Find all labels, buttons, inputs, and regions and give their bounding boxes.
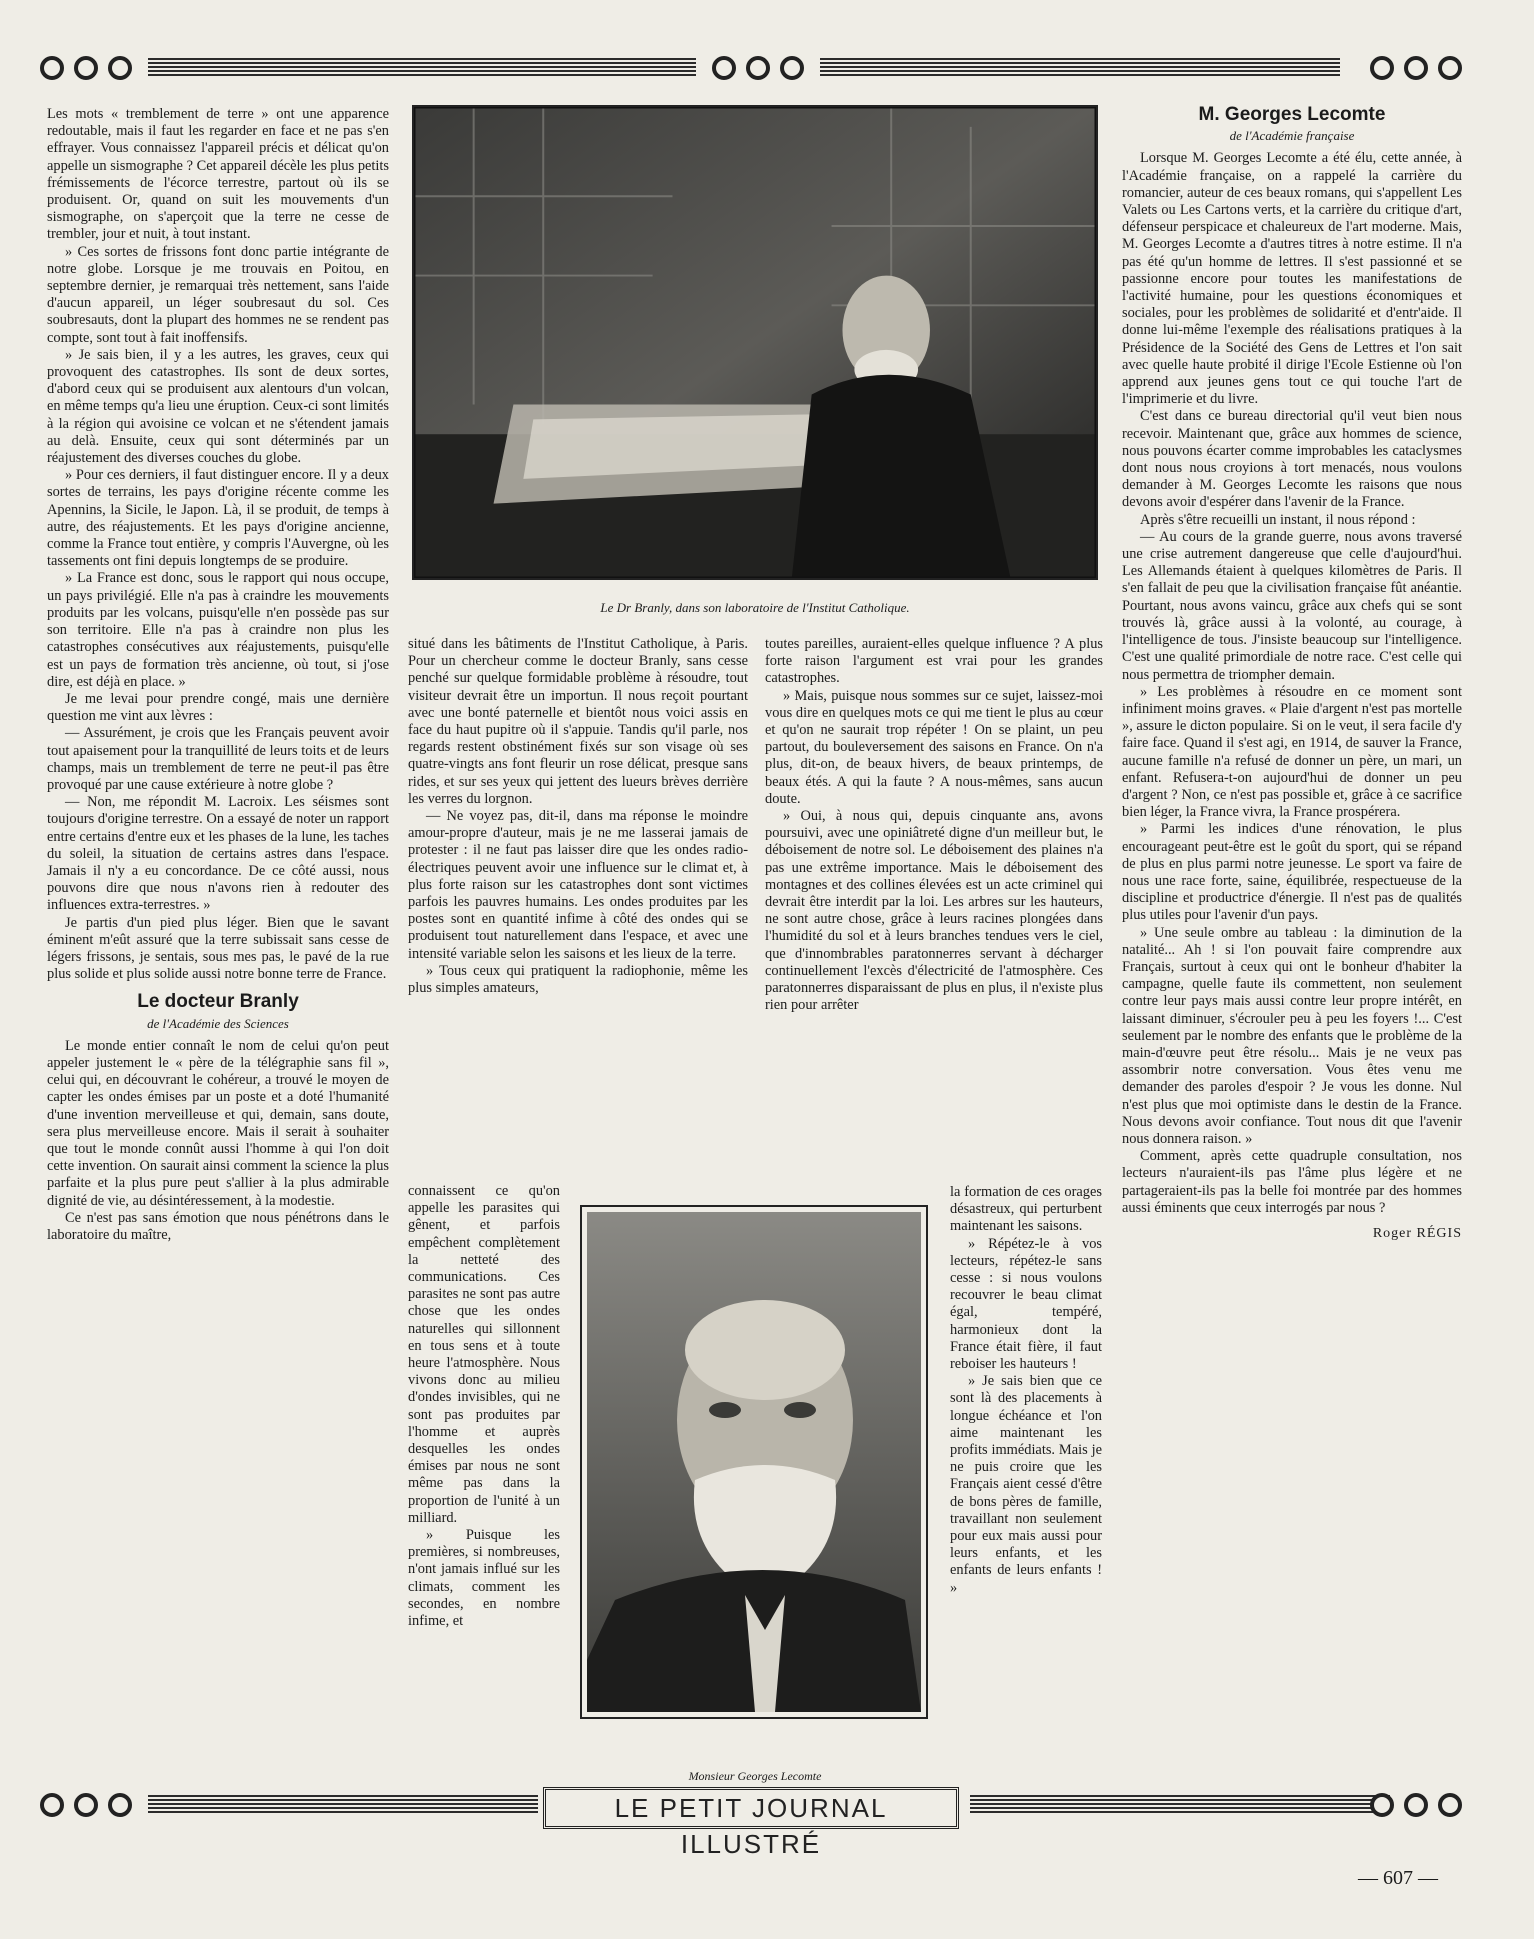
article-paragraph: » Puisque les premières, si nombreuses, n'ont jamais influé sur les climats, comment les secondes, en nombre infime, et [408,1527,560,1630]
article-paragraph: » Parmi les indices d'une rénovation, le plus encourageant peut-être est le goût du sport, qui se répand de plus en plus parmi notre jeunesse. Le sport va faire de nous une race forte, saine, équilibrée, respectueuse de la discipline et productrice d'énergie. Il n'est pas de qualités plus utiles pour l'avenir d'un pays. [1122,821,1462,924]
column-3 [765,636,1103,1014]
header-ornament [40,50,1460,90]
article-paragraph: » Je sais bien, il y a les autres, les graves, ceux qui provoquent des catastrophes. Ils sont de deux sortes, d'abord ceux qui se produisent aux alentours d'un volcan, en même temps qu'a lieu une éruption. Ceux-ci sont limités à la région qui avoisine ce volcan et ne s'étendent jamais au delà. Ensuite, ceux qui sont déterminés par un réajustement des diverses couches du globe. [47,346,389,467]
column-2 [408,636,748,997]
article-paragraph: toutes pareilles, auraient-elles quelque influence ? A plus forte raison l'argument est vrai pour les grandes catastrophes. [765,636,1103,687]
branly-section-subtitle: de l'Académie des Sciences [147,1015,289,1031]
column-2-narrow [408,1183,560,1630]
branly-section-title: Le docteur Branly [137,991,299,1013]
article-paragraph: Lorsque M. Georges Lecomte a été élu, cette année, à l'Académie française, on a rappelé la carrière du romancier, auteur de ces beaux romans, qui s'appellent Les Valets ou Les Cartons verts, et la carrière du critique d'art, défenseur perspicace et chaleureux de l'art moderne. Mais, M. Georges Lecomte a d'autres titres à notre estime. Il n'a pas été qu'un homme de lettres. Il s'est passionné et se passionne encore pour toutes les manifestations de l'activité humaine, pour les questions économiques et sociales, pour les problèmes de solidarité et d'entr'aide. Il donne lui-même l'exemple des réalisations pratiques à la Présidence de la Société des Gens de Lettres et l'on sait avec quelle haute probité il dirige l'Ecole Estienne où l'on apprend aux jeunes gens tout ce qui touche l'art de l'imprimerie et du livre. [1122,150,1462,408]
lecomte-section-title: M. Georges Lecomte [1198,104,1386,125]
lecomte-section-subtitle: de l'Académie française [1229,128,1355,144]
lecomte-photo [575,1200,933,1756]
article-paragraph: Les mots « tremblement de terre » ont une apparence redoutable, mais il faut les regarder en face et ne pas s'en effrayer. Vous connaissez l'appareil précis et délicat qu'on appelle un sismographe ? Cet appareil décèle les plus petits frémissements de l'écorce terrestre, partout où ils se produisent. Or, quand on suit les mouvements d'un sismographe, on s'aperçoit que la terre ne cesse de trembler, jour et nuit, à tout instant. [47,106,389,243]
article-paragraph: — Au cours de la grande guerre, nous avons traversé une crise autrement dangereuse que celle d'aujourd'hui. Les Allemands étaient à quelques kilomètres de Paris. Il s'en fallait de peu que la civilisation française fût anéantie. Pourtant, nous avons vaincu, grâce aux chefs qui se sont trouvés là, grâce aussi à la volonté, au courage, à l'intelligence de tous. J'insiste beaucoup sur l'intelligence. C'est une qualité primordiale de notre race. C'est celle qui nous permettra de triompher demain. [1122,528,1462,683]
article-paragraph: Le monde entier connaît le nom de celui qu'on peut appeler justement le « père de la télégraphie sans fil », celui qui, en découvrant le cohéreur, a trouvé le moyen de capter les ondes émises par un poste et a doté l'humanité d'une invention merveilleuse et qui, demain, sans doute, sera plus merveilleuse encore. Mais il serait à souhaiter que tout le monde connût aussi l'homme à qui l'on doit cette invention. On saurait ainsi comment la science la plus parfaite et la plus pure peut s'allier à la plus admirable dignité de vie, au désintéressement, à la modestie. [47,1037,389,1209]
lecomte-photo-caption: Monsieur Georges Lecomte [688,1769,822,1783]
article-paragraph: » Oui, à nous qui, depuis cinquante ans, avons poursuivi, avec une opiniâtreté digne d'un meilleur but, le déboisement de notre sol. Le déboisement des plaines n'a pas une extrême importance. Mais le déboisement des montagnes et des collines élevées est un acte criminel qui devrait être interdit par la loi. Les arbres sur les hauteurs, ne sont autre chose, grâce à leurs racines plongées dans l'humidité du sol et à leurs branches tendues vers le ciel, que d'innombrables paratonnerres servant à décharger continuellement l'excès d'électricité de l'atmosphère. Ces paratonnerres disparaissant de plus en plus, il n'existe plus rien pour arrêter [765,808,1103,1014]
column-4 [1122,106,1462,1242]
article-paragraph: » Une seule ombre au tableau : la diminution de la natalité... Ah ! si l'on pouvait faire comprendre aux Français, surtout à ceux qui ont le bonheur d'habiter la campagne, quelle faute ils commettent, non seulement contre leur pays mais aussi contre leur propre intérêt, en laissant diminuer, s'écrouler peu à peu les foyers !... C'est seulement par le nombre des enfants que le problème de la main-d'œuvre peut être résolu... Mais je ne veux pas assombrir notre conversation. Vous êtes venu me demander des paroles d'espoir ? Je vous les donne. Nul n'est plus que moi optimiste dans le destin de la France. Nous devons avoir confiance. Tout nous dit que l'avenir nous donnera raison. » [1122,924,1462,1147]
article-paragraph: la formation de ces orages désastreux, qui perturbent maintenant les saisons. [950,1184,1102,1235]
masthead: LE PETIT JOURNAL ILLUSTRÉ [543,1787,959,1829]
article-paragraph: » Pour ces derniers, il faut distinguer encore. Il y a deux sortes de terrains, les pays d'origine récente comme les Apennins, la Sicile, le Japon. Là, il se produit, de temps à autre, des réajustements. Et les pays d'origine ancienne, comme la France tout entière, y compris l'Auvergne, où les tassements ont fini depuis longtemps de se produire. [47,467,389,570]
article-paragraph: C'est dans ce bureau directorial qu'il veut bien nous recevoir. Maintenant que, grâce aux hommes de science, nous pouvons écarter comme improbables les cataclysmes dont nous nous croyions à tort menacés, nous voulons demander à M. Georges Lecomte les raisons que nous devons avoir d'espérer dans l'avenir de la France. [1122,408,1462,511]
article-paragraph: — Non, me répondit M. Lacroix. Les séismes sont toujours d'origine terrestre. On a essayé de noter un rapport entre certains d'entre eux et les phases de la lune, les taches du soleil, la situation de certains astres dans l'espace. Jamais il n'y a eu concordance. De ce côté aussi, nous pouvons dire que nous n'avons rien à redouter des influences extra-terrestres. » [47,794,389,914]
article-paragraph: » Les problèmes à résoudre en ce moment sont infiniment moins graves. « Plaie d'argent n'est pas mortelle », assure le dicton populaire. Si on le veut, il sera facile d'y faire face. Quand il s'est agi, en 1914, de sauver la France, aucune famille n'a refusé de donner un père, un mari, un enfant. Refusera-t-on aujourd'hui de donner un peu d'argent ? Non, ce n'est pas possible et, grâce à ce sacrifice bien léger, la France vivra, la France prospérera. [1122,683,1462,821]
article-paragraph: » Mais, puisque nous sommes sur ce sujet, laissez-moi vous dire en quelques mots ce qui me tient le plus au cœur et qu'on ne saurait trop répéter ! On se plaint, un peu partout, du bouleversement des saisons en France. On n'a plus, dit-on, de beaux hivers, de beaux printemps, de beaux étés. A qui la faute ? A nous-mêmes, sans aucun doute. [765,687,1103,807]
article-paragraph: — Ne voyez pas, dit-il, dans ma réponse le moindre amour-propre d'auteur, mais je ne me lasserai jamais de protester : il ne faut pas laisser dire que les ondes radio-électriques peuvent avoir une influence sur le climat et, à plus forte raison sur les catastrophes dont sont victimes parfois les pauvres humains. Les ondes produites par les postes sont en quantité infime à côté des ondes qui se produisent tout naturellement dans l'espace, et avec une intensité variable selon les saisons et les lieux de la terre. [408,808,748,962]
article-paragraph: Je me levai pour prendre congé, mais une dernière question me vint aux lèvres : [47,690,389,725]
article-paragraph: » Tous ceux qui pratiquent la radiophonie, même les plus simples amateurs, [408,962,748,997]
article-paragraph: Comment, après cette quadruple consultation, nos lecteurs n'auraient-ils pas l'âme plus légère et ne partageraient-ils pas la belle foi montrée par des hommes aussi éminents que ceux interrogés par nous ? [1122,1148,1462,1216]
article-paragraph: » Je sais bien que ce sont là des placements à longue échéance et l'on aime maintenant les profits immédiats. Mais je ne puis croire que les Français aient cessé d'être de bons pères de famille, travaillant non seulement pour eux mais aussi pour leurs enfants, et les enfants de leurs enfants ! » [950,1373,1102,1596]
article-paragraph: situé dans les bâtiments de l'Institut Catholique, à Paris. Pour un chercheur comme le docteur Branly, sans cesse penché sur quelque formidable problème à résoudre, tout visiteur devrait être un importun. Il nous reçoit pourtant avec une bonté paternelle et bientôt nous voici assis en face du haut pupitre où il s'appuie. Tandis qu'il parle, nos regards restent obstinément fixés sur son visage où ses quatre-vingts ans font fleurir un rose délicat, presque sans rides, et sur ses yeux qui jettent des lueurs brèves derrière les verres du lorgnon. [408,636,748,807]
article-paragraph: Après s'être recueilli un instant, il nous répond : [1140,511,1416,528]
article-paragraph: connaissent ce qu'on appelle les parasites qui gênent, et parfois empêchent complètement la netteté des communications. Ces parasites ne sont pas autre chose que les ondes naturelles qui sillonnent en tous sens et à toute heure l'atmosphère. Nous vivons donc au milieu d'ondes invisibles, qui ne sont pas produites par l'homme et auprès desquelles les ondes émises par nous ne sont même pas dans la proportion de l'unité à un milliard. [408,1183,560,1526]
article-paragraph: Je partis d'un pied plus léger. Bien que le savant éminent m'eût assuré que la terre subissait sans cesse de légers frissons, je sentais, sous mes pas, le pavé de la rue plus solide et plus solide aussi notre bonne terre de France. [47,914,389,983]
article-paragraph: Ce n'est pas sans émotion que nous pénétrons dans le laboratoire du maître, [47,1209,389,1243]
article-paragraph: » Répétez-le à vos lecteurs, répétez-le sans cesse : si nous voulons recouvrer le beau climat égal, tempéré, harmonieux dont la France était fière, il faut reboiser les hauteurs ! [950,1235,1102,1373]
article-paragraph: » La France est donc, sous le rapport qui nous occupe, un pays privilégié. Elle n'a pas à craindre les mouvements produits par les volcans, puisqu'elle n'en possède pas sur son territoire. Elle n'a pas à craindre non plus les catastrophes consécutives aux réajustements, puisqu'elle est un pays de formation très ancienne, où tout, si j'ose dire, est déjà en place. » [47,570,389,690]
branly-photo-caption: Le Dr Branly, dans son laboratoire de l'Institut Catholique. [600,600,910,615]
author-signature: Roger RÉGIS [1372,1226,1462,1241]
column-1 [47,106,389,1244]
article-paragraph: » Ces sortes de frissons font donc partie intégrante de notre globe. Lorsque je me trouvais en Poitou, en septembre dernier, je remarquai très nettement, sans l'aide d'aucun appareil, un léger soubresaut du sol. Ces soubresauts, dont la plupart des hommes ne se rendent pas compte, sont tout à fait inoffensifs. [47,243,389,346]
column-3-narrow [950,1184,1102,1597]
page-number: — 607 — [1358,1867,1438,1889]
branly-photo [412,105,1098,580]
article-paragraph: — Assurément, je crois que les Français peuvent avoir tout apaisement pour la tranquillité de leurs toits et de leurs champs, mais un tremblement de terre ne peut-il pas être provoqué par une cause extérieure à notre globe ? [47,725,389,793]
